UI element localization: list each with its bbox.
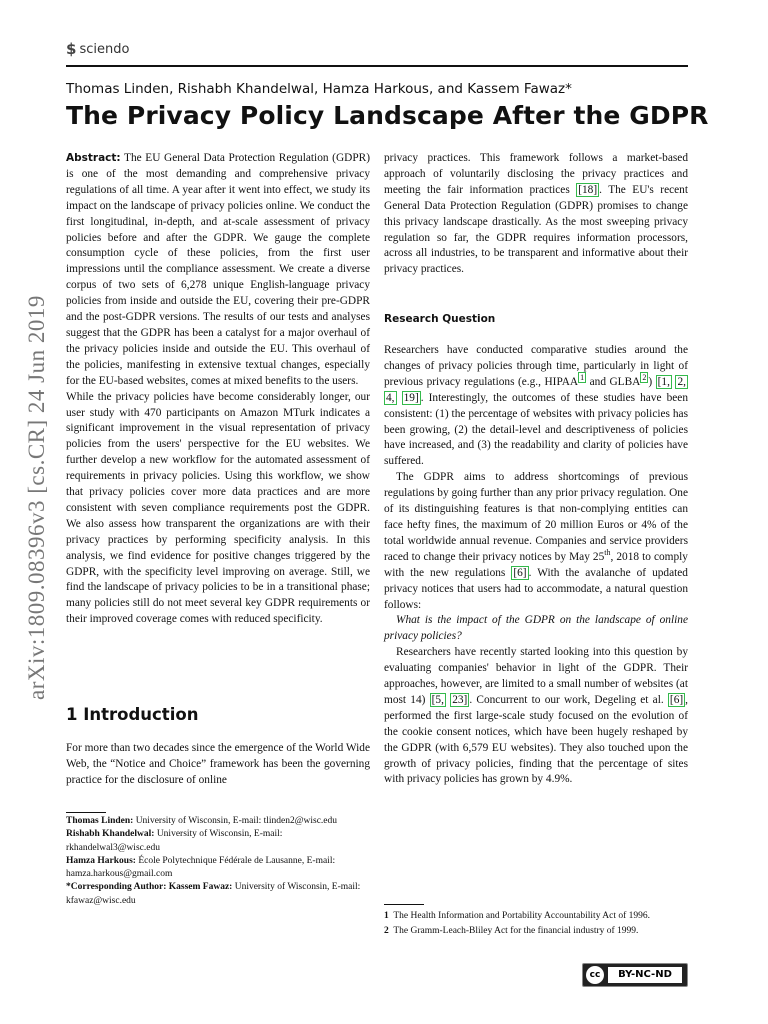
- section-heading-introduction: 1 Introduction: [66, 705, 199, 724]
- citation-link[interactable]: 23]: [452, 693, 468, 706]
- citation-link[interactable]: [5,: [431, 693, 444, 706]
- right-column-intro: privacy practices. This framework follows a market-based approach of voluntarily disclosing the privacy practices and meeting the fair information practices [18] . The EU's recent General Data Protection Regulation (GDPR) promises to change this privacy landscape drastically. As the most sweeping privacy regulation so far, the GDPR requires information processors, across all industries, to be transparent and informative about their privacy practices.: [384, 152, 688, 276]
- citation-link[interactable]: [6]: [669, 693, 684, 706]
- abstract-paragraph-2: While the privacy policies have become considerably longer, our user study with 470 participants on Amazon MTurk indicates a significant improvement in the visual representation of privacy policies from the users' perspective for the EU websites. We further develop a new workflow for the automated assessment of requirements in privacy policies. Using this workflow, we show that privacy policies cover more data practices and are more consistent with seven compliance requirements post the GDPR. We also assess how transparent the organizations are with their privacy practices by performing specificity analysis. In this analysis, we find evidence for positive changes triggered by the GDPR, with the specificity level improving on average. Still, we find the landscape of privacy policies to be in a transitional phase; many policies still do not meet several key GDPR requirements or their improved coverage comes with reduced specificity.: [66, 390, 370, 626]
- header-rule: [66, 65, 688, 67]
- publisher-logo: [66, 40, 129, 58]
- paragraph: Researchers have recently started looking into this question by evaluating companies' behavior in light of the GDPR. Their approaches, however, are limited to a small number of websites (at most 14) [5, 23] . Concurrent to our work, Degeling et al. [6] , performed the first large-scale study focused on the evolution of the cookie consent notices, which have been hugely reshaped by the GDPR (with 6,579 EU websites). They also touched upon the growth of privacy policies, finding that the percentage of sites with privacy policies has grown by 4.9%.: [384, 646, 688, 786]
- abstract: [66, 151, 370, 628]
- affiliation-item: Hamza Harkous: École Polytechnique Fédérale de Lausanne, E-mail: hamza.harkous@gmail.com: [66, 855, 336, 880]
- citation-link[interactable]: [6]: [513, 566, 527, 579]
- citation-link[interactable]: [1,: [657, 375, 670, 388]
- footnote-rule: [66, 812, 106, 813]
- citation-link[interactable]: [18]: [578, 183, 598, 196]
- research-question-statement: What is the impact of the GDPR on the landscape of online privacy policies?: [384, 614, 688, 643]
- introduction-paragraph: For more than two decades since the emergence of the World Wide Web, the “Notice and Choice” framework has been the governing practice for the disclosure of online: [66, 742, 370, 786]
- footnotes: [384, 909, 694, 939]
- affiliation-item: Rishabh Khandelwal: University of Wisconsin, E-mail: rkhandelwal3@wisc.edu: [66, 829, 283, 853]
- arxiv-identifier: arXiv:1809.08396v3 [cs.CR] 24 Jun 2019: [24, 295, 49, 700]
- cc-icon: cc: [586, 966, 604, 984]
- citation-link[interactable]: 4,: [386, 391, 395, 404]
- footnote-item: 1 The Health Information and Portability Accountability Act of 1996.: [384, 911, 651, 921]
- footnote-item: 2 The Gramm-Leach-Bliley Act for the financial industry of 1999.: [384, 926, 639, 936]
- abstract-paragraph-1: The EU General Data Protection Regulation (GDPR) is one of the most demanding and comprehensive privacy regulations of all time. A year after it went into effect, we study its impact on the landscape of privacy policies online. We conduct the first longitudinal, in-depth, and at-scale assessment of privacy policies before and after the GDPR. We gauge the complete consumption cycle of these policies, from the first user impressions until the compliance assessment. We create a diverse corpus of two sets of 6,278 unique English-language privacy policies from inside and outside the EU, covering their pre-GDPR and the post-GDPR versions. The results of our tests and analyses suggest that the GDPR has been a catalyst for a major overhaul of the privacy policies inside and outside the EU. This overhaul of the policies, manifesting in extensive textual changes, especially for the EU-based websites, comes at mixed benefits to the users.: [66, 152, 370, 387]
- affiliations: [66, 815, 366, 908]
- citation-link[interactable]: 19]: [403, 391, 419, 404]
- citation-link[interactable]: 2,: [677, 375, 686, 388]
- footnote-rule: [384, 904, 424, 905]
- paragraph: Researchers have conducted comparative studies around the changes of privacy policies through time, particularly in light of previous privacy regulations (e.g., HIPAA $^1$ and GLBA $^2$ ) [1, 2, 4, 19] . Interestingly, the outcomes of these studies have been consistent: (1) the percentage of websites with privacy policies has been growing, (2) the detail-level and descriptiveness of policies have increased, and (3) the readability and clarity of policies have suffered.: [384, 344, 688, 468]
- subsection-heading-research-question: Research Question: [384, 313, 496, 325]
- creative-commons-badge[interactable]: [582, 963, 688, 987]
- affiliation-item: Thomas Linden: University of Wisconsin, E-mail: tlinden2@wisc.edu: [66, 816, 338, 826]
- footnote-marker[interactable]: 2: [642, 373, 647, 383]
- sciendo-logo-icon: $: [66, 40, 77, 58]
- paragraph: The GDPR aims to address shortcomings of previous regulations by going further than any prior privacy regulation. One of its distinguishing features is that non-complying entities can face hefty fines, the maximum of 20 million Euros or 4% of the total worldwide annual revenue. Companies and service providers raced to change their privacy notices by May 25th, 2018 to comply with the new regulations [6] . With the avalanche of updated privacy notices that users had to accommodate, a natural question follows:: [384, 471, 688, 611]
- footnote-marker[interactable]: 1: [580, 373, 585, 383]
- author-list: Thomas Linden, Rishabh Khandelwal, Hamza Harkous, and Kassem Fawaz*: [66, 81, 572, 97]
- logo-text: sciendo: [79, 41, 130, 57]
- paper-title: The Privacy Policy Landscape After the GDPR: [66, 101, 709, 130]
- research-question-body: [384, 343, 688, 788]
- abstract-label: Abstract:: [66, 152, 121, 164]
- affiliation-item: *Corresponding Author: Kassem Fawaz: University of Wisconsin, E-mail: kfawaz@wisc.edu: [66, 882, 361, 906]
- license-text: BY-NC-ND: [608, 967, 682, 983]
